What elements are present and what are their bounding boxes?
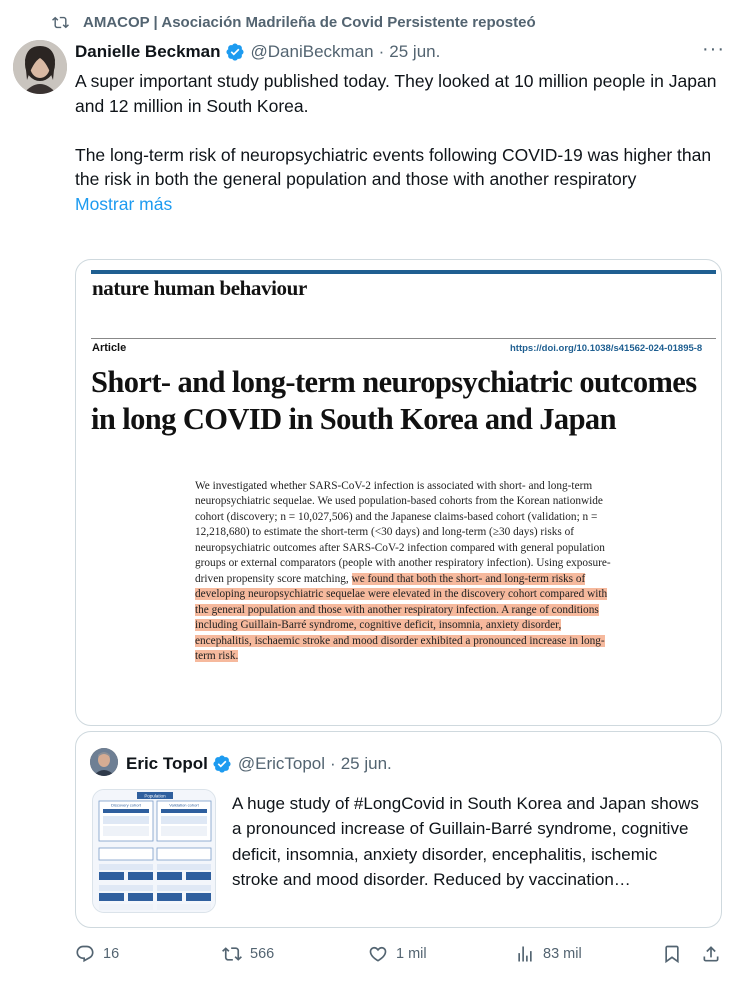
author-avatar[interactable] <box>13 40 67 94</box>
verified-badge-icon[interactable] <box>225 42 245 62</box>
thumb-population-label: Population <box>144 793 166 799</box>
repost-context[interactable] <box>52 14 536 31</box>
journal-rule <box>91 270 716 274</box>
article-label: Article <box>92 342 127 354</box>
quote-thumbnail-image[interactable] <box>92 789 216 913</box>
author-name[interactable]: Danielle Beckman <box>75 42 221 61</box>
more-options-icon[interactable]: ··· <box>702 38 725 60</box>
share-button[interactable] <box>701 944 721 964</box>
views-chart-icon <box>515 944 535 964</box>
quote-author-handle[interactable]: @EricTopol <box>237 754 326 773</box>
repost-count: 566 <box>250 946 275 962</box>
article-rule <box>91 338 716 339</box>
article-abstract <box>195 479 615 664</box>
quote-meta-separator: · <box>330 754 336 773</box>
tweet-body <box>75 69 735 216</box>
quote-author-avatar[interactable] <box>90 748 118 776</box>
reply-icon <box>75 944 95 964</box>
repost-action-icon <box>222 944 242 964</box>
like-button[interactable] <box>368 944 427 964</box>
quote-header <box>126 754 392 774</box>
quote-verified-badge-icon <box>212 754 232 774</box>
article-doi: https://doi.org/10.1038/s41562-024-01895-8 <box>510 343 703 354</box>
abstract-plain: We investigated whether SARS-CoV-2 infection is associated with short- and long-term neuropsychiatric sequelae. We used population-based cohorts from the Korean nationwide cohort (discovery; n = 10,027,506) and the Japanese claims-based cohort (validation; n = 12,218,680) to estimate the short-term (<30 days) and long-term (≥30 days) risks of neuropsychiatric outcomes after SARS-CoV-2 infection compared with general population groups or external comparators (people with another respiratory infection). Using exposure-driven propensity score matching, <box>195 480 611 585</box>
reply-count: 16 <box>103 946 120 962</box>
article-title: Short- and long-term neuropsychiatric outcomes in long COVID in South Korea and Japan <box>91 365 697 436</box>
tweet-date[interactable]: 25 jun. <box>389 42 441 61</box>
author-handle[interactable]: @DaniBeckman <box>250 42 374 61</box>
thumb-validation-label: Validation cohort <box>169 802 199 808</box>
tweet-paragraph-1: A super important study published today. They looked at 10 million people in Japan and 12 million in South Korea. <box>75 71 717 116</box>
share-icon <box>701 944 721 964</box>
repost-icon <box>52 14 69 31</box>
quote-date[interactable]: 25 jun. <box>340 754 392 773</box>
tweet-header <box>75 38 725 62</box>
quote-author-name[interactable]: Eric Topol <box>126 754 208 773</box>
thumb-discovery-label: Discovery cohort <box>111 802 141 808</box>
views-button[interactable] <box>515 944 582 964</box>
quoted-tweet[interactable] <box>75 731 722 928</box>
repost-text: AMACOP | Asociación Madrileña de Covid Persistente reposteó <box>83 14 536 31</box>
tweet-media-image[interactable] <box>75 259 722 726</box>
like-count: 1 mil <box>396 946 427 962</box>
repost-button[interactable] <box>222 944 274 964</box>
bookmark-icon <box>662 944 682 964</box>
journal-name: nature human behaviour <box>92 276 307 300</box>
bookmark-button[interactable] <box>662 944 682 964</box>
views-count: 83 mil <box>543 946 582 962</box>
quote-text: A huge study of #LongCovid in South Korea and Japan shows a pronounced increase of Guillain-Barré syndrome, cognitive deficit, insomnia, anxiety disorder, encephalitis, ischemic stroke and mood disorder. Reduced by vaccination… <box>232 794 699 889</box>
tweet-actions <box>0 944 748 974</box>
reply-button[interactable] <box>75 944 119 964</box>
show-more-link[interactable]: Mostrar más <box>75 193 173 214</box>
tweet-paragraph-2: The long-term risk of neuropsychiatric events following COVID-19 was higher than the risk in both the general population and those with another respiratory <box>75 144 712 189</box>
heart-icon <box>368 944 388 964</box>
abstract-highlight: we found that both the short- and long-term risks of developing neuropsychiatric sequelae were elevated in the discovery cohort compared with the general population and those with another respiratory infection. A range of conditions including Guillain-Barré syndrome, cognitive deficit, insomnia, anxiety disorder, encephalitis, ischaemic stroke and mood disorder exhibited a pronounced increase in long-term risk. <box>195 572 608 662</box>
meta-separator: · <box>378 42 385 61</box>
